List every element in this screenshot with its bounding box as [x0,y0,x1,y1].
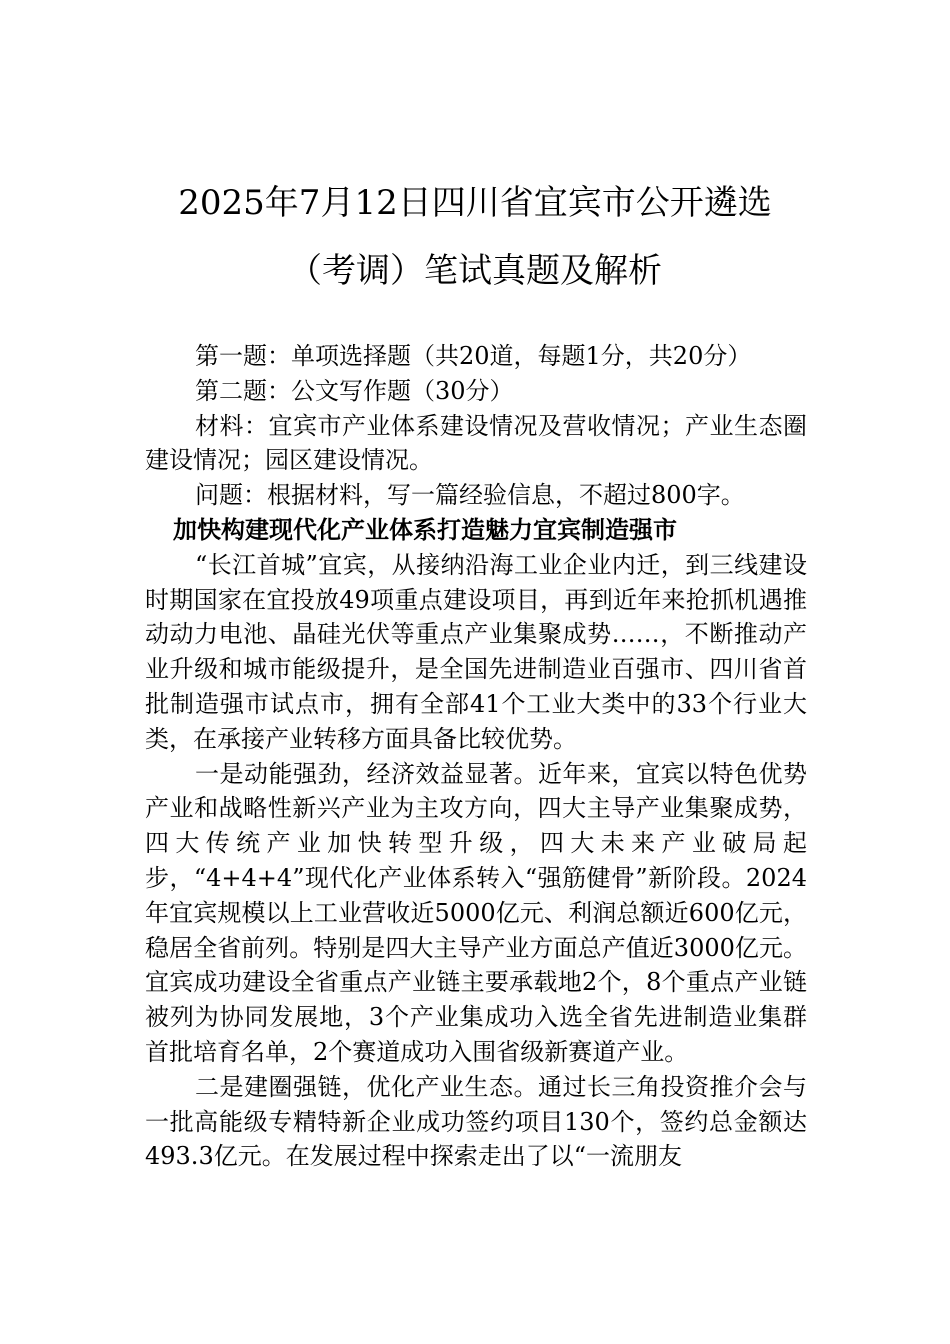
essay-point-two-paragraph: 二是建圈强链，优化产业生态。通过长三角投资推介会与一批高能级专精特新企业成功签约项目130个，签约总金额达493.3亿元。在发展过程中探索走出了以“一流朋友 [145,1072,807,1171]
material-paragraph: 材料：宜宾市产业体系建设情况及营收情况；产业生态圈建设情况；园区建设情况。 [145,411,807,475]
essay-point-one-paragraph: 一是动能强劲，经济效益显著。近年来，宜宾以特色优势产业和战略性新兴产业为主攻方向，四大主导产业集聚成势，四大传统产业加快转型升级，四大未来产业破局起步，“4+4+4”现代化产业体系转入“强筋健骨”新阶段。2024年宜宾规模以上工业营收近5000亿元、利润总额近600亿元，稳居全省前列。特别是四大主导产业方面总产值近3000亿元。宜宾成功建设全省重点产业链主要承载地2个，8个重点产业链被列为协同发展地，3个产业集成功入选全省先进制造业集群首批培育名单，2个赛道成功入围省级新赛道产业。 [145,759,807,1066]
document-title-line-1: 2025年7月12日四川省宜宾市公开遴选 [178,183,772,223]
essay-intro-paragraph: “长江首城”宜宾，从接纳沿海工业企业内迁，到三线建设时期国家在宜投放49项重点建设项目，再到近年来抢抓机遇推动动力电池、晶硅光伏等重点产业集聚成势……，不断推动产业升级和城市能级提升，是全国先进制造业百强市、四川省首批制造强市试点市，拥有全部41个工业大类中的33个行业大类，在承接产业转移方面具备比较优势。 [145,550,807,753]
question-one-line: 第一题：单项选择题（共20道，每题1分，共20分） [195,342,752,370]
question-two-line: 第二题：公文写作题（30分） [195,376,514,405]
document-title-line-2: （考调）笔试真题及解析 [288,251,662,291]
essay-heading: 加快构建现代化产业体系打造魅力宜宾制造强市 [173,514,677,544]
question-prompt-paragraph: 问题：根据材料，写一篇经验信息，不超过800字。 [195,481,745,510]
document-body [145,339,807,1174]
